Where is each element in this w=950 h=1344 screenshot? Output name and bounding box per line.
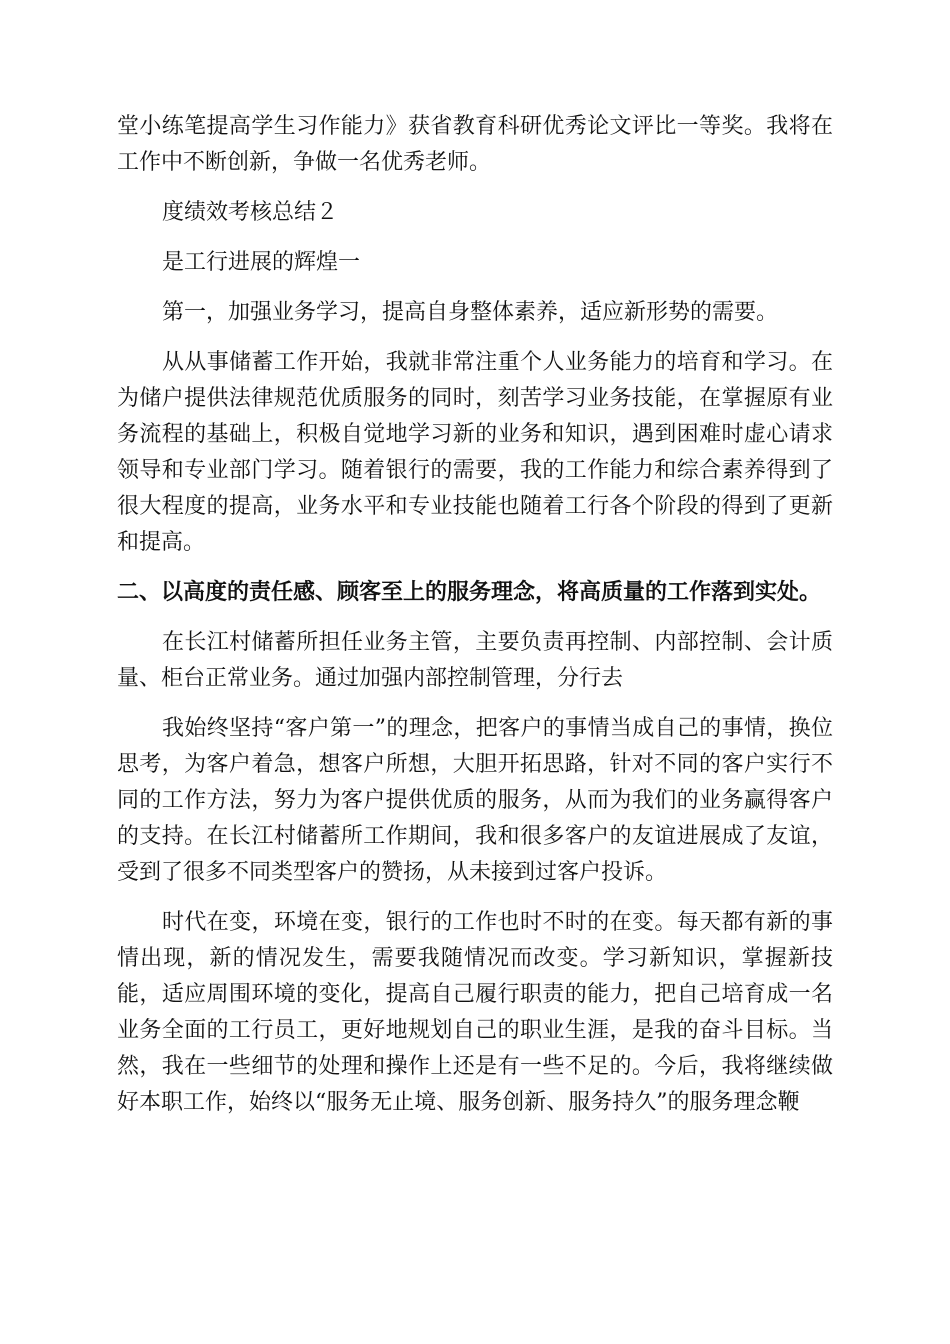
section-title-2: 度绩效考核总结２ — [162, 200, 339, 225]
paragraph-5: 从从事储蓄工作开始，我就非常注重个人业务能力的培育和学习。在为储户提供法律规范优质服务的同时，刻苦学习业务技能，在掌握原有业务流程的基础上，积极自觉地学习新的业务和知识，遇到困难时虚心请求领导和专业部门学习。随着银行的需要，我的工作能力和综合素养得到了很大程度的提高，业务水平和专业技能也随着工行各个阶段的得到了更新和提高。 — [117, 350, 833, 555]
paragraph-3: 是工行进展的辉煌一 — [162, 250, 361, 275]
paragraph-7: 在长江村储蓄所担任业务主管，主要负责再控制、内部控制、会计质量、柜台正常业务。通过加强内部控制管理，分行去 — [117, 630, 833, 691]
heading-point-two: 二、以高度的责任感、顾客至上的服务理念，将高质量的工作落到实处。 — [117, 580, 822, 605]
paragraph-1: 堂小练笔提高学生习作能力》获省教育科研优秀论文评比一等奖。我将在工作中不断创新，争做一名优秀老师。 — [117, 114, 833, 175]
paragraph-point-one: 第一，加强业务学习，提高自身整体素养，适应新形势的需要。 — [162, 300, 779, 325]
paragraph-8: 我始终坚持“客户第一”的理念，把客户的事情当成自己的事情，换位思考，为客户着急，想客户所想，大胆开拓思路，针对不同的客户实行不同的工作方法，努力为客户提供优质的服务，从而为我们的业务赢得客户的支持。在长江村储蓄所工作期间，我和很多客户的友谊进展成了友谊，受到了很多不同类型客户的赞扬，从未接到过客户投诉。 — [117, 716, 833, 885]
paragraph-9: 时代在变，环境在变，银行的工作也时不时的在变。每天都有新的事情出现，新的情况发生，需要我随情况而改变。学习新知识，掌握新技能，适应周围环境的变化，提高自己履行职责的能力，把自己培育成一名业务全面的工行员工，更好地规划自己的职业生涯，是我的奋斗目标。当然，我在一些细节的处理和操作上还是有一些不足的。今后，我将继续做好本职工作，始终以“服务无止境、服务创新、服务持久”的服务理念鞭 — [117, 910, 833, 1115]
